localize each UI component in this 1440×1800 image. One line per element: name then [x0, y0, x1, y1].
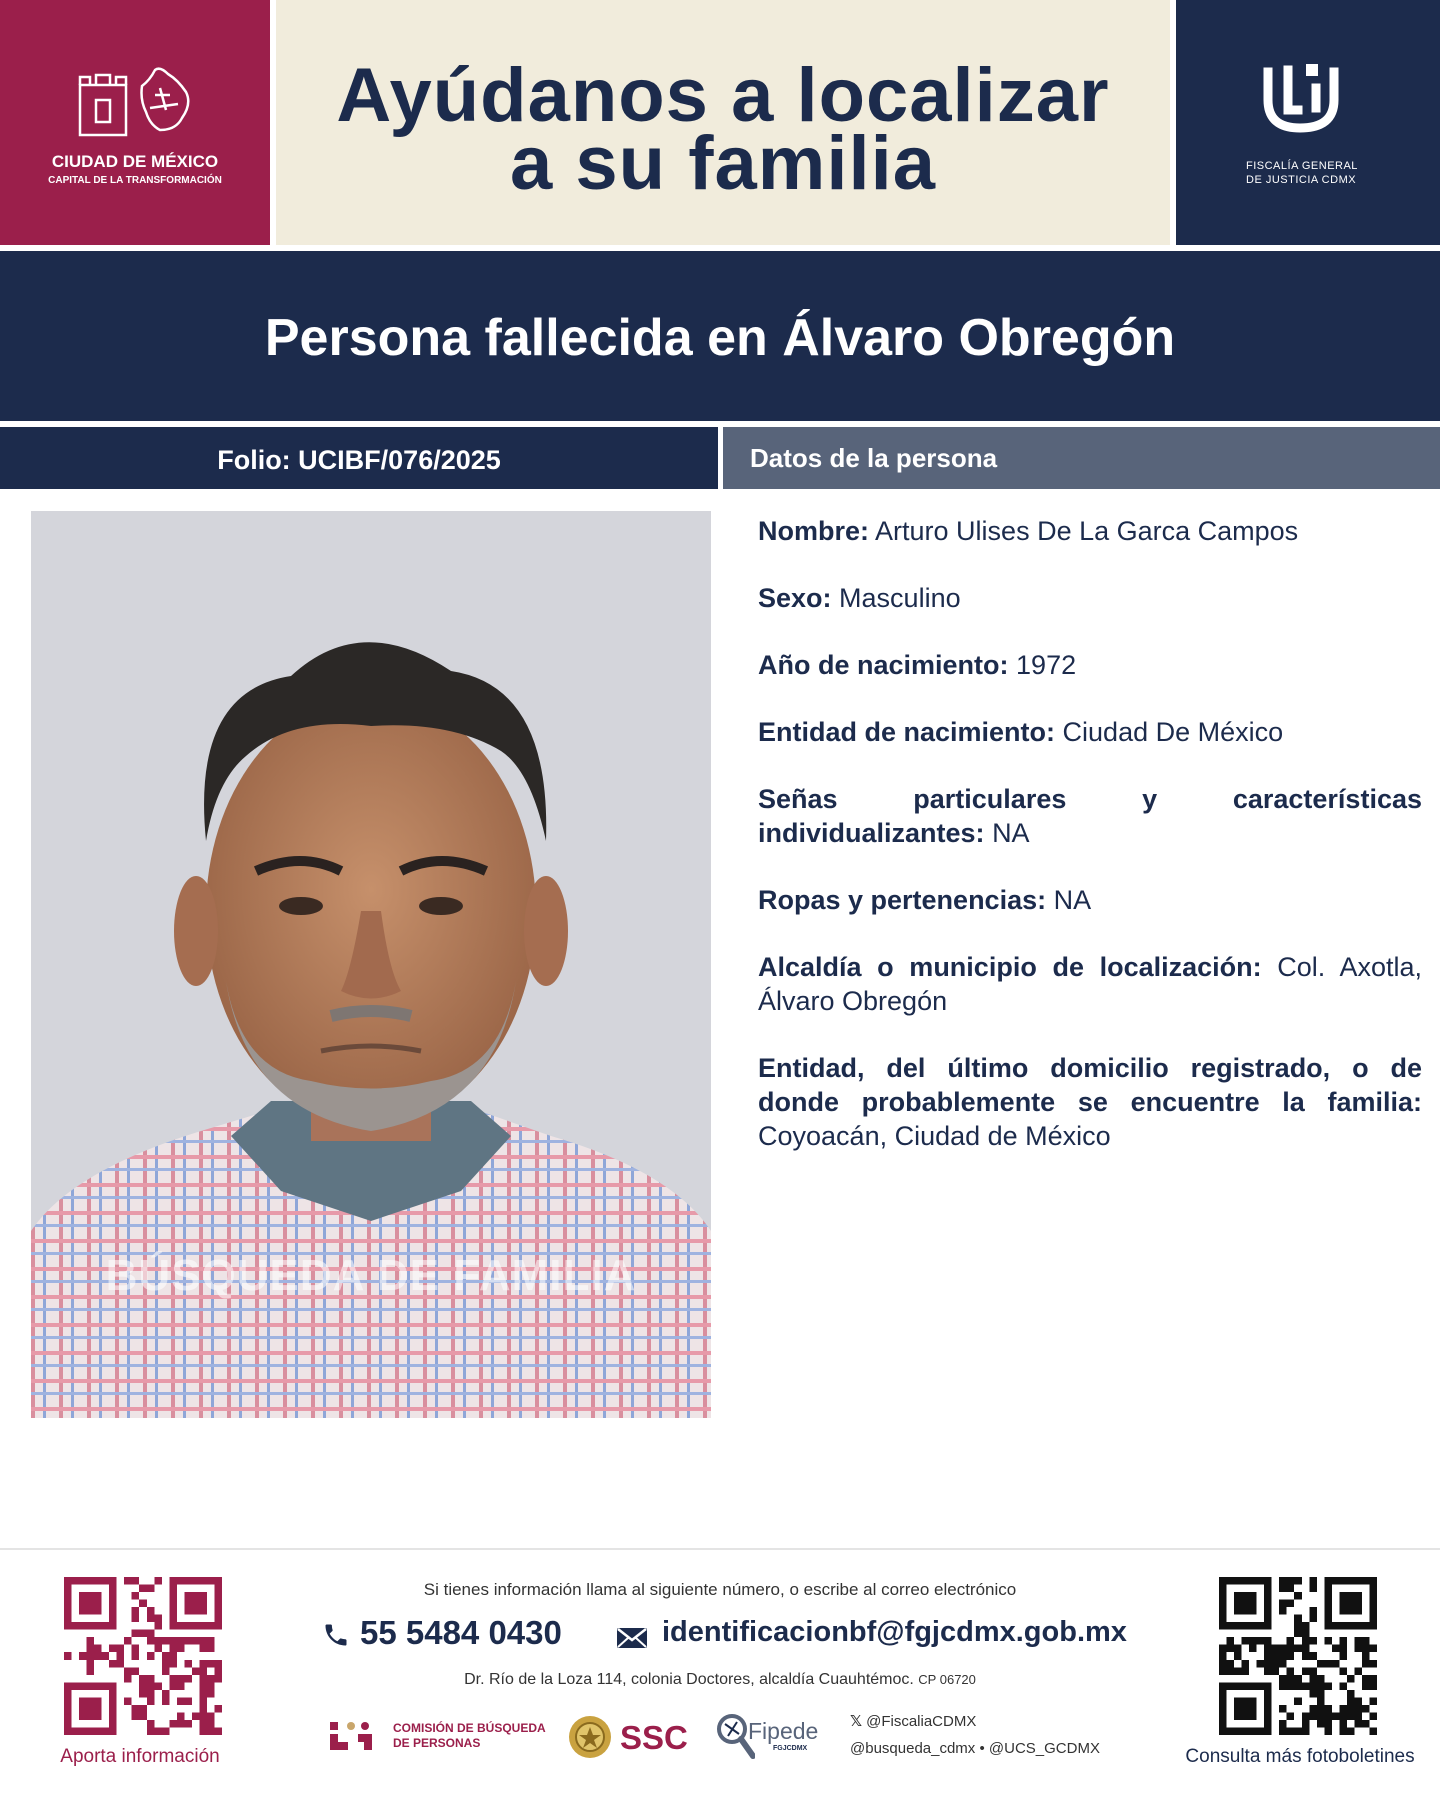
field-value: Masculino	[839, 583, 961, 613]
person-photo	[31, 511, 711, 1418]
field-ano-nacimiento	[758, 648, 1422, 682]
postal-code: CP 06720	[918, 1672, 976, 1687]
email-address[interactable]: identificacionbf@fgjcdmx.gob.mx	[662, 1616, 1127, 1648]
footer-divider	[0, 1548, 1440, 1550]
qr-left-label[interactable]: Aporta información	[60, 1746, 220, 1767]
person-details	[758, 514, 1422, 1186]
qr-code-icon[interactable]	[1219, 1577, 1377, 1735]
field-value: NA	[992, 818, 1030, 848]
cbp-line-1: COMISIÓN DE BÚSQUEDA	[393, 1721, 546, 1735]
field-label: Alcaldía o municipio de localización:	[758, 952, 1262, 982]
cbp-logo-icon	[328, 1718, 384, 1754]
fipede-subtitle: FGJCDMX	[773, 1745, 808, 1752]
folio-bar	[0, 427, 718, 489]
field-alcaldia	[758, 950, 1422, 1018]
x-icon: 𝕏	[850, 1713, 863, 1730]
field-label: Señas particulares y características individualizantes:	[758, 784, 1422, 848]
field-nombre	[758, 514, 1422, 548]
section-heading: Datos de la persona	[750, 443, 998, 473]
field-label: Sexo:	[758, 583, 832, 613]
fgj-logo-panel	[1176, 0, 1440, 245]
headline-line-2: a su familia	[510, 121, 936, 206]
field-label: Entidad de nacimiento:	[758, 717, 1056, 747]
phone-number[interactable]: 55 5484 0430	[360, 1614, 562, 1651]
fgj-logo-icon	[1176, 0, 1440, 150]
cdmx-name: CIUDAD DE MÉXICO	[51, 152, 219, 171]
cbp-line-2: DE PERSONAS	[393, 1736, 481, 1750]
folio-number: Folio: UCIBF/076/2025	[217, 445, 501, 475]
field-ultimo-domicilio	[758, 1051, 1422, 1153]
field-label: Entidad, del último domicilio registrado, o de donde probablemente se encuentre la familia:	[758, 1053, 1422, 1117]
fgj-name-line-1: FISCALÍA GENERAL	[1246, 160, 1358, 172]
headline-panel	[276, 0, 1170, 245]
field-sexo	[758, 581, 1422, 615]
ssc-badge-icon	[567, 1712, 613, 1762]
field-senas-particulares	[758, 782, 1422, 850]
fipede-name: Fipede	[748, 1718, 819, 1744]
cdmx-tagline: CAPITAL DE LA TRANSFORMACIÓN	[48, 175, 222, 186]
qr-code-icon[interactable]	[64, 1577, 222, 1735]
social-other-handles[interactable]: @busqueda_cdmx • @UCS_GCDMX	[850, 1740, 1100, 1757]
address-text: Dr. Río de la Loza 114, colonia Doctores, alcaldía Cuauhtémoc.	[464, 1671, 914, 1688]
field-value: 1972	[1016, 650, 1077, 680]
section-heading-bar	[723, 427, 1440, 489]
field-label: Año de nacimiento:	[758, 650, 1009, 680]
field-value: Arturo Ulises De La Garca Campos	[875, 516, 1299, 546]
title-banner	[0, 251, 1440, 421]
fgj-name-line-2: DE JUSTICIA CDMX	[1246, 174, 1357, 186]
social-x-handle[interactable]: @FiscaliaCDMX	[866, 1713, 977, 1730]
photo-watermark: BÚSQUEDA DE FAMILIA	[105, 1251, 637, 1300]
contact-intro: Si tienes información llama al siguiente número, o escribe al correo electrónico	[423, 1580, 1017, 1599]
field-ropas	[758, 883, 1422, 917]
office-address	[300, 1671, 1140, 1689]
social-x[interactable]	[850, 1712, 976, 1730]
field-value: NA	[1053, 885, 1092, 915]
cdmx-emblem-icon	[0, 0, 270, 150]
qr-right-label[interactable]: Consulta más fotoboletines	[1185, 1746, 1415, 1767]
field-value: Coyoacán, Ciudad de México	[758, 1121, 1111, 1151]
cbp-name	[393, 1721, 546, 1751]
field-entidad-nacimiento	[758, 715, 1422, 749]
field-value: Ciudad De México	[1062, 717, 1284, 747]
field-value: Col. Axotla, Álvaro Obregón	[758, 952, 1422, 1016]
headline-line-1: Ayúdanos a localizar	[336, 53, 1110, 138]
field-label: Ropas y pertenencias:	[758, 885, 1047, 915]
phone-icon	[322, 1620, 350, 1650]
field-label: Nombre:	[758, 516, 870, 546]
mail-icon	[616, 1627, 648, 1649]
ssc-name: SSC	[620, 1719, 688, 1756]
page-title: Persona fallecida en Álvaro Obregón	[264, 309, 1176, 367]
cdmx-logo-panel	[0, 0, 270, 245]
